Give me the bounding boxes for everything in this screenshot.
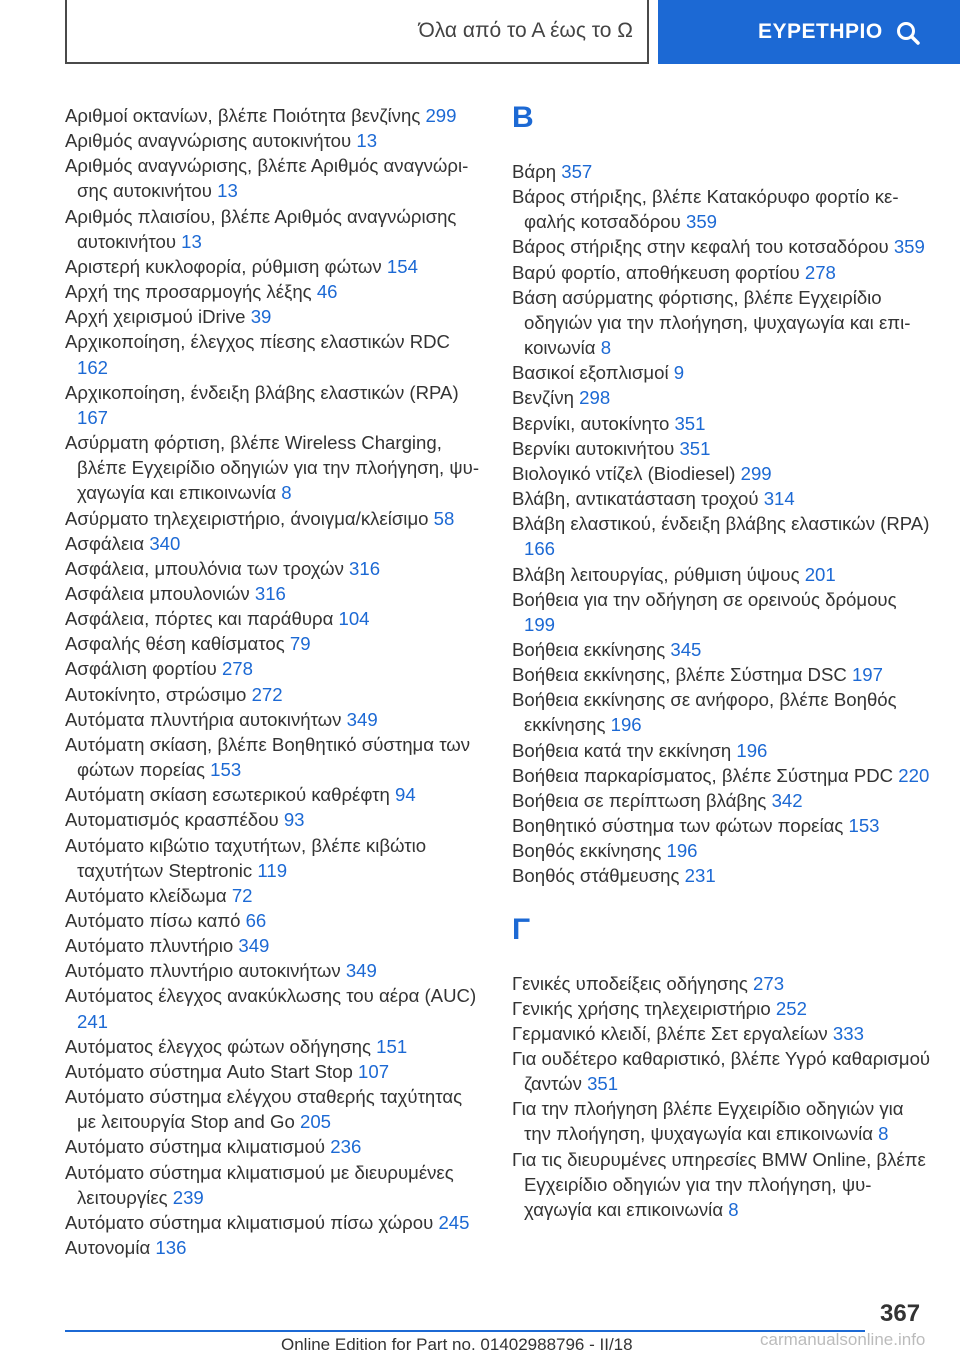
entry-text: Αυτόματο πίσω καπό xyxy=(65,910,241,931)
page-link[interactable]: 167 xyxy=(77,406,109,428)
index-entry xyxy=(65,958,485,983)
index-entry xyxy=(65,656,485,681)
watermark: carmanualsonline.info xyxy=(760,1330,926,1349)
page-link[interactable]: 8 xyxy=(281,482,292,504)
index-entry xyxy=(65,304,485,329)
top-navigation xyxy=(0,0,960,65)
entry-text: Γερμανικό κλειδί, βλέπε Σετ εργαλείων xyxy=(512,1022,828,1044)
page-link[interactable]: 357 xyxy=(561,161,593,182)
entry-text: Για ουδέτερο καθαριστικό, βλέπε Υγρό καθαρισμού ζαντών xyxy=(512,1048,931,1095)
page-link[interactable]: 153 xyxy=(210,759,242,781)
entry-text: Βαρύ φορτίο, αποθήκευση φορτίου xyxy=(512,261,800,283)
tab-a-to-z[interactable] xyxy=(65,0,649,64)
page-link[interactable]: 39 xyxy=(250,306,272,328)
tab-a-to-z-label: Όλα από το Α έως το Ω xyxy=(418,19,633,42)
page-link[interactable]: 236 xyxy=(330,1136,362,1158)
entry-text: Βοήθεια κατά την εκκίνηση xyxy=(512,739,732,761)
page-link[interactable]: 13 xyxy=(181,230,202,252)
page-link[interactable]: 8 xyxy=(600,337,612,359)
index-entry xyxy=(65,1134,485,1159)
index-entry xyxy=(512,184,932,234)
index-entry xyxy=(65,581,485,606)
entry-text: Αυτόματο κλείδωμα xyxy=(65,884,227,906)
entry-text: Αυτόματο σύστημα Auto Start Stop xyxy=(65,1060,353,1082)
page-link[interactable]: 351 xyxy=(679,437,711,459)
index-entry xyxy=(65,279,485,304)
index-entry xyxy=(65,430,485,505)
entry-text: Βιολογικό ντίζελ (Biodiesel) xyxy=(512,462,736,484)
entry-text: Αυτόματο σύστημα κλιματισμού xyxy=(65,1136,326,1158)
page-link[interactable]: 278 xyxy=(804,261,836,283)
entry-text: Για τις διευρυμένες υπηρεσίες BMW Online, βλέπε Εγχειρίδιο οδηγιών για την πλοήγηση, ψυχαγωγία και επικοινωνία xyxy=(512,1148,926,1220)
entry-text: Βλάβη λειτουργίας, ρύθμιση ύψους xyxy=(512,563,800,585)
page-link[interactable]: 349 xyxy=(345,960,377,982)
index-entry xyxy=(512,738,932,763)
section-b-entries xyxy=(512,159,932,889)
index-entry xyxy=(65,1084,485,1134)
page-link[interactable]: 58 xyxy=(433,507,455,529)
entry-text: Ασύρματο τηλεχειριστήριο, άνοιγμα/κλείσιμο xyxy=(65,507,429,529)
entry-text: Βοήθεια παρκαρίσματος, βλέπε Σύστημα PDC xyxy=(512,764,894,786)
entry-text: Αυτόματο σύστημα κλιματισμού με διευρυμένες λειτουργίες xyxy=(65,1161,454,1208)
entry-text: Αριθμός πλαισίου, βλέπε Αριθμός αναγνώρισης αυτοκινήτου xyxy=(65,205,457,252)
page-link[interactable]: 79 xyxy=(289,633,311,655)
page-link[interactable]: 196 xyxy=(736,739,768,761)
entry-text: Βλάβη, αντικατάσταση τροχού xyxy=(512,488,759,510)
page-link[interactable]: 107 xyxy=(358,1060,390,1082)
index-entry xyxy=(65,531,485,556)
page-link[interactable]: 8 xyxy=(728,1198,739,1220)
entry-text: Βοήθεια εκκίνησης, βλέπε Σύστημα DSC xyxy=(512,664,847,686)
index-entry xyxy=(512,996,932,1021)
page-link[interactable]: 342 xyxy=(771,789,803,811)
index-entry xyxy=(512,788,932,813)
entry-text: Αυτόματος έλεγχος φώτων οδήγησης xyxy=(65,1035,371,1057)
index-entry xyxy=(512,1147,932,1222)
index-entry xyxy=(512,838,932,863)
index-entry xyxy=(512,813,932,838)
entry-text: Βάρος στήριξης στην κεφαλή του κοτσαδόρου xyxy=(512,236,889,258)
index-entry xyxy=(65,983,485,1033)
index-entry xyxy=(512,662,932,687)
index-entry xyxy=(65,732,485,782)
entry-text: Βάση ασύρματης φόρτισης, βλέπε Εγχειρίδιο οδηγιών για την πλοήγηση, ψυχαγωγία και επικοινωνία xyxy=(512,286,911,359)
page-link[interactable]: 231 xyxy=(684,865,716,887)
page-link[interactable]: 151 xyxy=(376,1035,408,1057)
section-letter-b: Β xyxy=(512,101,534,134)
page-link[interactable]: 13 xyxy=(356,130,378,152)
index-entry xyxy=(65,807,485,832)
index-entry xyxy=(512,1046,932,1096)
index-entry xyxy=(65,329,485,379)
index-entry xyxy=(512,285,932,360)
page-link[interactable]: 9 xyxy=(673,362,685,384)
entry-text: Αυτόματο πλυντήριο xyxy=(65,935,234,957)
edition-footer: Online Edition for Part no. 01402988796 - II/18 xyxy=(281,1335,633,1354)
section-letter-g: Γ xyxy=(512,912,531,946)
index-entry xyxy=(65,606,485,631)
entry-text: Ασφάλεια, πόρτες και παράθυρα xyxy=(65,608,334,630)
index-entry xyxy=(65,254,485,279)
page-link[interactable]: 252 xyxy=(775,997,807,1019)
entry-text: Ασφάλεια xyxy=(65,532,145,554)
page-link[interactable]: 299 xyxy=(425,105,457,126)
index-entry xyxy=(512,411,932,436)
page-link[interactable]: 199 xyxy=(524,613,556,635)
index-entry xyxy=(65,128,485,153)
page-link[interactable]: 166 xyxy=(524,538,556,560)
page-link[interactable]: 46 xyxy=(316,281,338,303)
entry-text: Βάρη xyxy=(512,161,557,182)
entry-text: Βοηθός εκκίνησης xyxy=(512,840,662,862)
index-entry xyxy=(512,637,932,662)
entry-text: Αυτοματισμός κρασπέδου xyxy=(65,809,279,831)
page-link[interactable]: 340 xyxy=(149,532,181,554)
index-entry xyxy=(65,1160,485,1210)
index-entry xyxy=(512,486,932,511)
page-link[interactable]: 162 xyxy=(77,356,109,378)
page-link[interactable]: 245 xyxy=(438,1211,470,1233)
entry-text: Αρχή της προσαρμογής λέξης xyxy=(65,281,312,303)
index-entry xyxy=(65,682,485,707)
page-link[interactable]: 359 xyxy=(685,211,718,233)
page-link[interactable]: 314 xyxy=(763,488,795,510)
entry-text: Βοηθός στάθμευσης xyxy=(512,865,680,887)
entry-text: Βάρος στήριξης, βλέπε Κατακόρυφο φορτίο κεφαλής κοτσαδόρου xyxy=(512,186,899,233)
entry-text: Βοήθεια εκκίνησης σε ανήφορο, βλέπε Βοηθός εκκίνησης xyxy=(512,689,897,736)
entry-text: Αριθμός αναγνώρισης, βλέπε Αριθμός αναγνώρισης αυτοκινήτου xyxy=(65,155,469,202)
index-entry xyxy=(65,782,485,807)
page-link[interactable]: 154 xyxy=(386,255,418,277)
entry-text: Αυτόματο πλυντήριο αυτοκινήτων xyxy=(65,960,341,982)
index-entry xyxy=(65,908,485,933)
index-entry xyxy=(512,159,932,184)
page-link[interactable]: 351 xyxy=(587,1073,619,1095)
entry-text: Αυτοκίνητο, στρώσιμο xyxy=(65,683,247,705)
index-entry xyxy=(512,971,932,996)
entry-text: Βοηθητικό σύστημα των φώτων πορείας xyxy=(512,815,844,837)
entry-text: Αρχικοποίηση, έλεγχος πίεσης ελαστικών RDC xyxy=(65,331,450,353)
index-entry xyxy=(65,707,485,732)
entry-text: Αρχικοποίηση, ένδειξη βλάβης ελαστικών (RPA) xyxy=(65,381,459,403)
entry-text: Ασφάλεια, μπουλόνια των τροχών xyxy=(65,557,344,579)
entry-text: Ασφαλής θέση καθίσματος xyxy=(65,633,285,655)
entry-text: Για την πλοήγηση βλέπε Εγχειρίδιο οδηγιών για την πλοήγηση, ψυχαγωγία και επικοινωνία xyxy=(512,1098,904,1145)
entry-text: Αυτόματο σύστημα ελέγχου σταθερής ταχύτητας με λειτουργία Stop and Go xyxy=(65,1086,463,1133)
footer-divider xyxy=(65,1330,865,1332)
page-link[interactable]: 196 xyxy=(610,714,642,736)
index-entry xyxy=(65,103,485,128)
entry-text: Αριθμοί οκτανίων, βλέπε Ποιότητα βενζίνης xyxy=(65,105,421,126)
index-column-left xyxy=(65,103,485,1260)
page-link[interactable]: 273 xyxy=(753,972,785,994)
page-link[interactable]: 316 xyxy=(349,557,381,579)
page-link[interactable]: 13 xyxy=(217,180,238,202)
page-link[interactable]: 197 xyxy=(851,664,883,686)
page-link[interactable]: 136 xyxy=(155,1237,187,1259)
page-link[interactable]: 104 xyxy=(338,608,370,630)
page-link[interactable]: 349 xyxy=(238,935,270,957)
page-link[interactable]: 241 xyxy=(77,1010,109,1032)
entry-text: Αρχή χειρισμού iDrive xyxy=(65,306,246,328)
page-link[interactable]: 299 xyxy=(740,462,772,484)
index-entry xyxy=(65,1210,485,1235)
index-entry xyxy=(512,687,932,737)
index-column-right xyxy=(512,103,932,1222)
page-link[interactable]: 278 xyxy=(221,658,253,680)
page-link[interactable]: 93 xyxy=(283,809,305,831)
tab-index[interactable] xyxy=(658,0,960,64)
page-link[interactable]: 220 xyxy=(898,764,930,786)
entry-text: Αυτόματη σκίαση, βλέπε Βοηθητικό σύστημα των φώτων πορείας xyxy=(65,733,471,781)
page-link[interactable]: 153 xyxy=(848,815,880,837)
index-entry xyxy=(65,833,485,883)
entry-text: Αυτονομία xyxy=(65,1237,151,1259)
page-link[interactable]: 316 xyxy=(254,582,286,604)
index-entry xyxy=(65,631,485,656)
index-entry xyxy=(65,380,485,430)
index-entry xyxy=(65,1059,485,1084)
page-number: 367 xyxy=(880,1300,921,1327)
entry-text: Ασφάλιση φορτίου xyxy=(65,658,217,680)
index-entry xyxy=(65,1034,485,1059)
entry-text: Βασικοί εξοπλισμοί xyxy=(512,362,669,384)
page-link[interactable]: 349 xyxy=(346,708,378,730)
index-entry xyxy=(65,1235,485,1260)
entry-text: Βερνίκι, αυτοκίνητο xyxy=(512,412,670,434)
entry-text: Γενικής χρήσης τηλεχειριστήριο xyxy=(512,997,771,1019)
search-icon[interactable] xyxy=(895,20,921,46)
index-entry xyxy=(512,436,932,461)
index-entry xyxy=(512,461,932,486)
entry-text: Αυτόματη σκίαση εσωτερικού καθρέφτη xyxy=(65,784,390,806)
page-link[interactable]: 351 xyxy=(674,412,706,434)
page-link[interactable]: 359 xyxy=(893,236,925,258)
index-entry xyxy=(512,511,932,561)
page-link[interactable]: 119 xyxy=(257,859,288,881)
index-entry xyxy=(512,562,932,587)
index-entry xyxy=(512,1096,932,1146)
entry-text: Βερνίκι αυτοκινήτου xyxy=(512,437,675,459)
entry-text: Αυτόματο σύστημα κλιματισμού πίσω χώρου xyxy=(65,1211,434,1233)
entry-text: Αυτόματος έλεγχος ανακύκλωσης του αέρα (AUC) xyxy=(65,985,477,1007)
page-link[interactable]: 72 xyxy=(231,884,253,906)
index-entry xyxy=(512,587,932,637)
index-entry xyxy=(512,360,932,385)
entry-text: Ασύρματη φόρτιση, βλέπε Wireless Charging, βλέπε Εγχειρίδιο οδηγιών για την πλοήγηση, ψυχαγωγία και επικοινωνία xyxy=(65,432,480,504)
tab-index-label: ΕΥΡΕΤΗΡΙΟ xyxy=(758,20,883,43)
index-entry xyxy=(65,556,485,581)
page-link[interactable]: 298 xyxy=(579,387,611,409)
page-link[interactable]: 66 xyxy=(245,910,267,931)
section-g-entries xyxy=(512,971,932,1223)
page-link[interactable]: 196 xyxy=(666,840,698,862)
entry-text: Αριθμός αναγνώρισης αυτοκινήτου xyxy=(65,130,352,152)
page-link[interactable]: 94 xyxy=(395,784,416,806)
index-entry xyxy=(512,763,932,788)
entry-text: Ασφάλεια μπουλονιών xyxy=(65,582,250,604)
page-link[interactable]: 333 xyxy=(832,1022,864,1044)
entry-text: Αριστερή κυκλοφορία, ρύθμιση φώτων xyxy=(65,255,382,277)
entry-text: Βοήθεια για την οδήγηση σε ορεινούς δρόμους xyxy=(512,588,897,610)
page-link[interactable]: 272 xyxy=(251,683,283,705)
entry-text: Αυτόματα πλυντήρια αυτοκινήτων xyxy=(65,708,342,730)
page-link[interactable]: 239 xyxy=(172,1186,204,1208)
page-link[interactable]: 201 xyxy=(804,563,836,585)
index-entry xyxy=(65,883,485,908)
index-entry xyxy=(512,385,932,410)
index-entry xyxy=(65,506,485,531)
entry-text: Βλάβη ελαστικού, ένδειξη βλάβης ελαστικών (RPA) xyxy=(512,513,930,535)
index-entry xyxy=(65,933,485,958)
entry-text: Γενικές υποδείξεις οδήγησης xyxy=(512,972,748,994)
page-link[interactable]: 345 xyxy=(670,638,702,660)
index-entry xyxy=(65,153,485,203)
index-entry xyxy=(512,234,932,259)
entry-text: Βενζίνη xyxy=(512,387,574,409)
page-link[interactable]: 205 xyxy=(299,1111,332,1133)
entry-text: Βοήθεια σε περίπτωση βλάβης xyxy=(512,789,767,811)
entry-text: Βοήθεια εκκίνησης xyxy=(512,638,666,660)
index-entry xyxy=(512,260,932,285)
index-entry xyxy=(65,204,485,254)
entry-text: Αυτόματο κιβώτιο ταχυτήτων, βλέπε κιβώτιο ταχυτήτων Steptronic xyxy=(65,834,427,881)
index-entry xyxy=(512,863,932,888)
index-entry xyxy=(512,1021,932,1046)
page-link[interactable]: 8 xyxy=(878,1123,889,1145)
